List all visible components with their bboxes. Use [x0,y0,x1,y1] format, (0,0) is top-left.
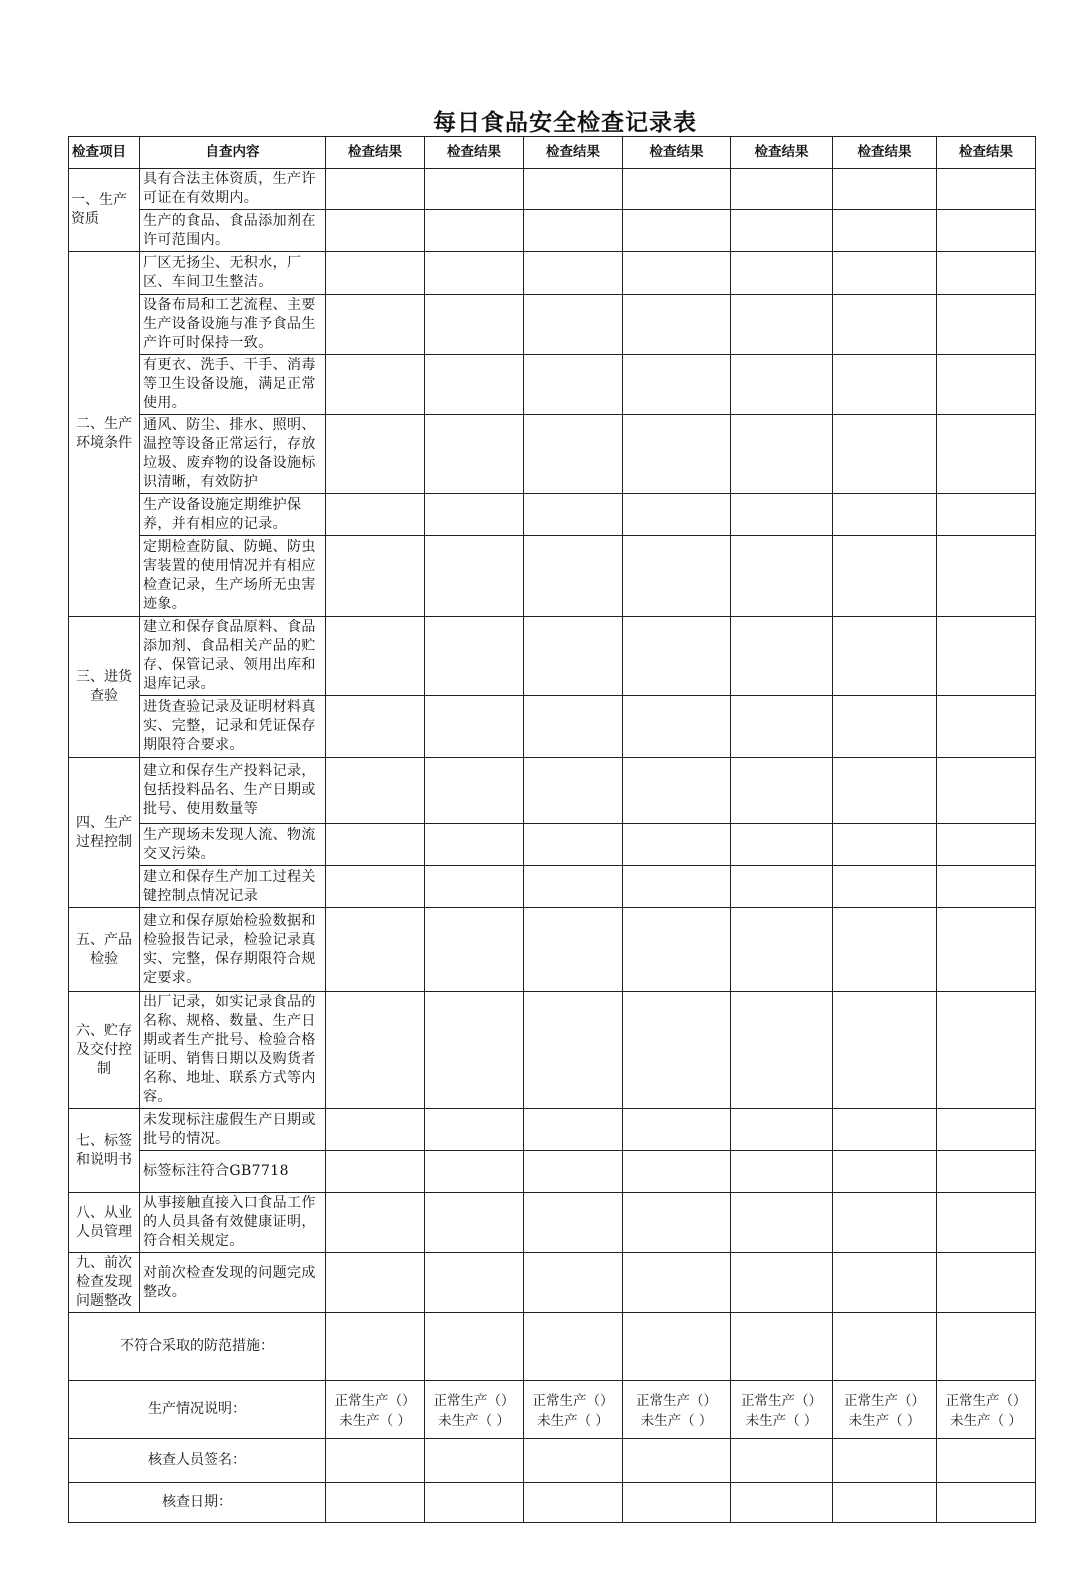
production-none-option[interactable]: 未生产（ ） [950,1412,1022,1429]
result-cell[interactable] [833,824,937,866]
signature-cell[interactable] [833,1439,937,1483]
result-cell[interactable] [425,1109,524,1151]
production-normal-option[interactable]: 正常生产（） [334,1392,416,1409]
table-row [69,908,1036,992]
result-cell[interactable] [623,1151,731,1193]
result-cell[interactable] [937,824,1036,866]
result-cell[interactable] [425,355,524,415]
check-content-cell: 通风、防尘、排水、照明、温控等设备正常运行，存放垃圾、废弃物的设备设施标识清晰，有效防护 [140,415,326,494]
result-cell[interactable] [731,696,833,758]
result-cell[interactable] [833,295,937,355]
result-cell[interactable] [326,355,425,415]
production-normal-option[interactable]: 正常生产（） [741,1392,822,1409]
result-cell[interactable] [326,908,425,992]
result-cell[interactable] [937,415,1036,494]
result-cell[interactable] [937,210,1036,252]
result-cell[interactable] [623,908,731,992]
result-cell[interactable] [833,992,937,1109]
result-cell[interactable] [524,415,623,494]
result-cell[interactable] [731,1253,833,1313]
header-result: 检查结果 [937,137,1036,169]
result-cell[interactable] [425,824,524,866]
production-status-cell[interactable] [326,1381,425,1439]
result-cell[interactable] [731,210,833,252]
table-row [69,295,1036,355]
result-cell[interactable] [425,866,524,908]
result-cell[interactable] [425,908,524,992]
result-cell[interactable] [937,494,1036,536]
result-cell[interactable] [524,908,623,992]
date-cell[interactable] [524,1483,623,1523]
signature-cell[interactable] [524,1439,623,1483]
result-cell[interactable] [623,536,731,617]
header-item: 检查项目 [69,137,140,169]
result-cell[interactable] [425,169,524,210]
result-cell[interactable] [524,1151,623,1193]
result-cell[interactable] [833,536,937,617]
result-cell[interactable] [326,415,425,494]
result-cell[interactable] [524,494,623,536]
category-cell: 四、生产过程控制 [69,758,140,908]
check-content-cell: 建立和保存原始检验数据和检验报告记录，检验记录真实、完整，保存期限符合规定要求。 [140,908,326,992]
category-cell: 五、产品检验 [69,908,140,992]
table-row [69,210,1036,252]
result-cell[interactable] [833,210,937,252]
result-cell[interactable] [623,617,731,696]
result-cell[interactable] [731,295,833,355]
production-none-option[interactable]: 未生产（ ） [640,1412,713,1429]
result-cell[interactable] [937,295,1036,355]
table-row [69,758,1036,824]
category-cell: 八、从业人员管理 [69,1193,140,1253]
table-row [69,824,1036,866]
production-none-option[interactable]: 未生产（ ） [745,1412,818,1429]
category-cell: 二、生产环境条件 [69,252,140,617]
result-cell[interactable] [937,355,1036,415]
result-cell[interactable] [425,295,524,355]
production-normal-option[interactable]: 正常生产（） [945,1392,1027,1409]
result-cell[interactable] [731,355,833,415]
inspector-label: 核查人员签名： [69,1439,326,1483]
category-cell: 六、贮存及交付控制 [69,992,140,1109]
inspection-table [68,136,1036,1523]
measures-cell[interactable] [425,1313,524,1381]
result-cell[interactable] [425,1253,524,1313]
check-content-cell: 标签标注符合GB7718 [140,1151,326,1193]
production-status-cell[interactable] [524,1381,623,1439]
result-cell[interactable] [425,494,524,536]
result-cell[interactable] [937,992,1036,1109]
result-cell[interactable] [524,758,623,824]
result-cell[interactable] [731,908,833,992]
production-normal-option[interactable]: 正常生产（） [532,1392,614,1409]
result-cell[interactable] [425,992,524,1109]
check-content-cell: 生产的食品、食品添加剂在许可范围内。 [140,210,326,252]
result-cell[interactable] [524,1109,623,1151]
result-cell[interactable] [833,1253,937,1313]
result-cell[interactable] [524,355,623,415]
result-cell[interactable] [326,295,425,355]
result-cell[interactable] [623,866,731,908]
check-content-cell: 生产现场未发现人流、物流交叉污染。 [140,824,326,866]
result-cell[interactable] [937,908,1036,992]
production-none-option[interactable]: 未生产（ ） [438,1412,510,1429]
result-cell[interactable] [623,758,731,824]
result-cell[interactable] [425,758,524,824]
result-cell[interactable] [524,252,623,295]
table-row [69,696,1036,758]
measures-cell[interactable] [731,1313,833,1381]
header-row [69,137,1036,169]
result-cell[interactable] [937,252,1036,295]
header-result: 检查结果 [731,137,833,169]
category-cell: 七、标签和说明书 [69,1109,140,1193]
table-row [69,536,1036,617]
result-cell[interactable] [937,617,1036,696]
result-cell[interactable] [326,617,425,696]
result-cell[interactable] [326,992,425,1109]
result-cell[interactable] [623,415,731,494]
production-normal-option[interactable]: 正常生产（） [636,1392,717,1409]
check-content-cell: 生产设备设施定期维护保养，并有相应的记录。 [140,494,326,536]
result-cell[interactable] [731,1151,833,1193]
header-result: 检查结果 [425,137,524,169]
check-content-cell: 对前次检查发现的问题完成整改。 [140,1253,326,1313]
result-cell[interactable] [833,494,937,536]
result-cell[interactable] [731,992,833,1109]
result-cell[interactable] [731,494,833,536]
result-cell[interactable] [524,536,623,617]
result-cell[interactable] [833,696,937,758]
result-cell[interactable] [937,1151,1036,1193]
result-cell[interactable] [326,210,425,252]
date-cell[interactable] [425,1483,524,1523]
table-row [69,992,1036,1109]
result-cell[interactable] [425,1151,524,1193]
measures-row [69,1313,1036,1381]
check-content-cell: 出厂记录，如实记录食品的名称、规格、数量、生产日期或者生产批号、检验合格证明、销售日期以及购货者名称、地址、联系方式等内容。 [140,992,326,1109]
signature-cell[interactable] [425,1439,524,1483]
result-cell[interactable] [833,355,937,415]
result-cell[interactable] [326,1109,425,1151]
result-cell[interactable] [326,1151,425,1193]
check-content-cell: 定期检查防鼠、防蝇、防虫害装置的使用情况并有相应检查记录，生产场所无虫害迹象。 [140,536,326,617]
result-cell[interactable] [731,824,833,866]
production-normal-option[interactable]: 正常生产（） [844,1392,925,1409]
check-content-cell: 设备布局和工艺流程、主要生产设备设施与准予食品生产许可时保持一致。 [140,295,326,355]
table-row [69,355,1036,415]
result-cell[interactable] [623,210,731,252]
result-cell[interactable] [524,1193,623,1253]
date-cell[interactable] [731,1483,833,1523]
check-content-cell: 具有合法主体资质，生产许可证在有效期内。 [140,169,326,210]
result-cell[interactable] [524,617,623,696]
result-cell[interactable] [326,696,425,758]
signature-cell[interactable] [937,1439,1036,1483]
production-status-cell[interactable] [731,1381,833,1439]
header-content: 自查内容 [140,137,326,169]
measures-cell[interactable] [524,1313,623,1381]
result-cell[interactable] [833,1193,937,1253]
date-label: 核查日期： [69,1483,326,1523]
result-cell[interactable] [326,1193,425,1253]
measures-cell[interactable] [326,1313,425,1381]
result-cell[interactable] [425,210,524,252]
result-cell[interactable] [623,1109,731,1151]
result-cell[interactable] [623,494,731,536]
production-normal-option[interactable]: 正常生产（） [433,1392,515,1409]
header-result: 检查结果 [524,137,623,169]
result-cell[interactable] [937,536,1036,617]
header-result: 检查结果 [623,137,731,169]
result-cell[interactable] [623,355,731,415]
result-cell[interactable] [731,617,833,696]
result-cell[interactable] [326,758,425,824]
check-content-cell: 建立和保存生产加工过程关键控制点情况记录 [140,866,326,908]
result-cell[interactable] [623,992,731,1109]
category-cell: 三、进货查验 [69,617,140,758]
result-cell[interactable] [833,415,937,494]
table-row [69,617,1036,696]
result-cell[interactable] [326,252,425,295]
result-cell[interactable] [833,1109,937,1151]
result-cell[interactable] [425,415,524,494]
category-cell: 九、前次检查发现问题整改 [69,1253,140,1313]
result-cell[interactable] [623,696,731,758]
page-title: 每日食品安全检查记录表 [433,110,697,136]
result-cell[interactable] [425,1193,524,1253]
check-content-cell: 建立和保存生产投料记录，包括投料品名、生产日期或批号、使用数量等 [140,758,326,824]
check-content-cell: 建立和保存食品原料、食品添加剂、食品相关产品的贮存、保管记录、领用出库和退库记录。 [140,617,326,696]
production-row [69,1381,1036,1439]
measures-cell[interactable] [937,1313,1036,1381]
table-row [69,1253,1036,1313]
production-status-cell[interactable] [937,1381,1036,1439]
result-cell[interactable] [524,696,623,758]
result-cell[interactable] [623,1253,731,1313]
check-content-cell: 从事接触直接入口食品工作的人员具备有效健康证明，符合相关规定。 [140,1193,326,1253]
result-cell[interactable] [326,866,425,908]
table-row [69,252,1036,295]
table-row [69,866,1036,908]
result-cell[interactable] [937,1193,1036,1253]
result-cell[interactable] [524,1253,623,1313]
date-row [69,1483,1036,1523]
production-status-cell[interactable] [425,1381,524,1439]
result-cell[interactable] [731,536,833,617]
signature-cell[interactable] [623,1439,731,1483]
date-cell[interactable] [326,1483,425,1523]
result-cell[interactable] [731,252,833,295]
signature-cell[interactable] [326,1439,425,1483]
result-cell[interactable] [833,1151,937,1193]
category-cell: 一、生产资质 [69,169,140,252]
table-row [69,1151,1036,1193]
table-row [69,1193,1036,1253]
measures-cell[interactable] [623,1313,731,1381]
result-cell[interactable] [623,295,731,355]
production-status-cell[interactable] [833,1381,937,1439]
result-cell[interactable] [326,824,425,866]
result-cell[interactable] [425,536,524,617]
result-cell[interactable] [731,758,833,824]
table-row [69,1109,1036,1151]
table-row [69,494,1036,536]
result-cell[interactable] [326,494,425,536]
result-cell[interactable] [833,866,937,908]
result-cell[interactable] [937,169,1036,210]
check-content-cell: 未发现标注虚假生产日期或批号的情况。 [140,1109,326,1151]
result-cell[interactable] [326,536,425,617]
result-cell[interactable] [623,252,731,295]
result-cell[interactable] [937,1253,1036,1313]
measures-cell[interactable] [833,1313,937,1381]
result-cell[interactable] [623,169,731,210]
result-cell[interactable] [833,758,937,824]
measures-label: 不符合采取的防范措施： [69,1313,326,1381]
header-result: 检查结果 [326,137,425,169]
result-cell[interactable] [833,617,937,696]
result-cell[interactable] [524,169,623,210]
result-cell[interactable] [524,210,623,252]
check-content-cell: 厂区无扬尘、无积水，厂区、车间卫生整洁。 [140,252,326,295]
date-cell[interactable] [623,1483,731,1523]
result-cell[interactable] [731,169,833,210]
result-cell[interactable] [425,696,524,758]
result-cell[interactable] [937,696,1036,758]
result-cell[interactable] [524,295,623,355]
table-row [69,169,1036,210]
result-cell[interactable] [731,866,833,908]
production-none-option[interactable]: 未生产（ ） [339,1412,411,1429]
date-cell[interactable] [937,1483,1036,1523]
date-cell[interactable] [833,1483,937,1523]
result-cell[interactable] [425,617,524,696]
check-content-cell: 有更衣、洗手、干手、消毒等卫生设备设施，满足正常使用。 [140,355,326,415]
result-cell[interactable] [731,415,833,494]
result-cell[interactable] [524,824,623,866]
result-cell[interactable] [326,1253,425,1313]
production-none-option[interactable]: 未生产（ ） [848,1412,921,1429]
production-none-option[interactable]: 未生产（ ） [537,1412,609,1429]
production-label: 生产情况说明： [69,1381,326,1439]
result-cell[interactable] [524,992,623,1109]
result-cell[interactable] [623,824,731,866]
result-cell[interactable] [731,1193,833,1253]
result-cell[interactable] [326,169,425,210]
result-cell[interactable] [524,866,623,908]
result-cell[interactable] [623,1193,731,1253]
result-cell[interactable] [833,908,937,992]
result-cell[interactable] [731,1109,833,1151]
result-cell[interactable] [937,866,1036,908]
result-cell[interactable] [937,1109,1036,1151]
production-status-cell[interactable] [623,1381,731,1439]
check-content-cell: 进货查验记录及证明材料真实、完整，记录和凭证保存期限符合要求。 [140,696,326,758]
result-cell[interactable] [833,252,937,295]
result-cell[interactable] [425,252,524,295]
inspector-row [69,1439,1036,1483]
result-cell[interactable] [833,169,937,210]
result-cell[interactable] [937,758,1036,824]
header-result: 检查结果 [833,137,937,169]
table-row [69,415,1036,494]
signature-cell[interactable] [731,1439,833,1483]
